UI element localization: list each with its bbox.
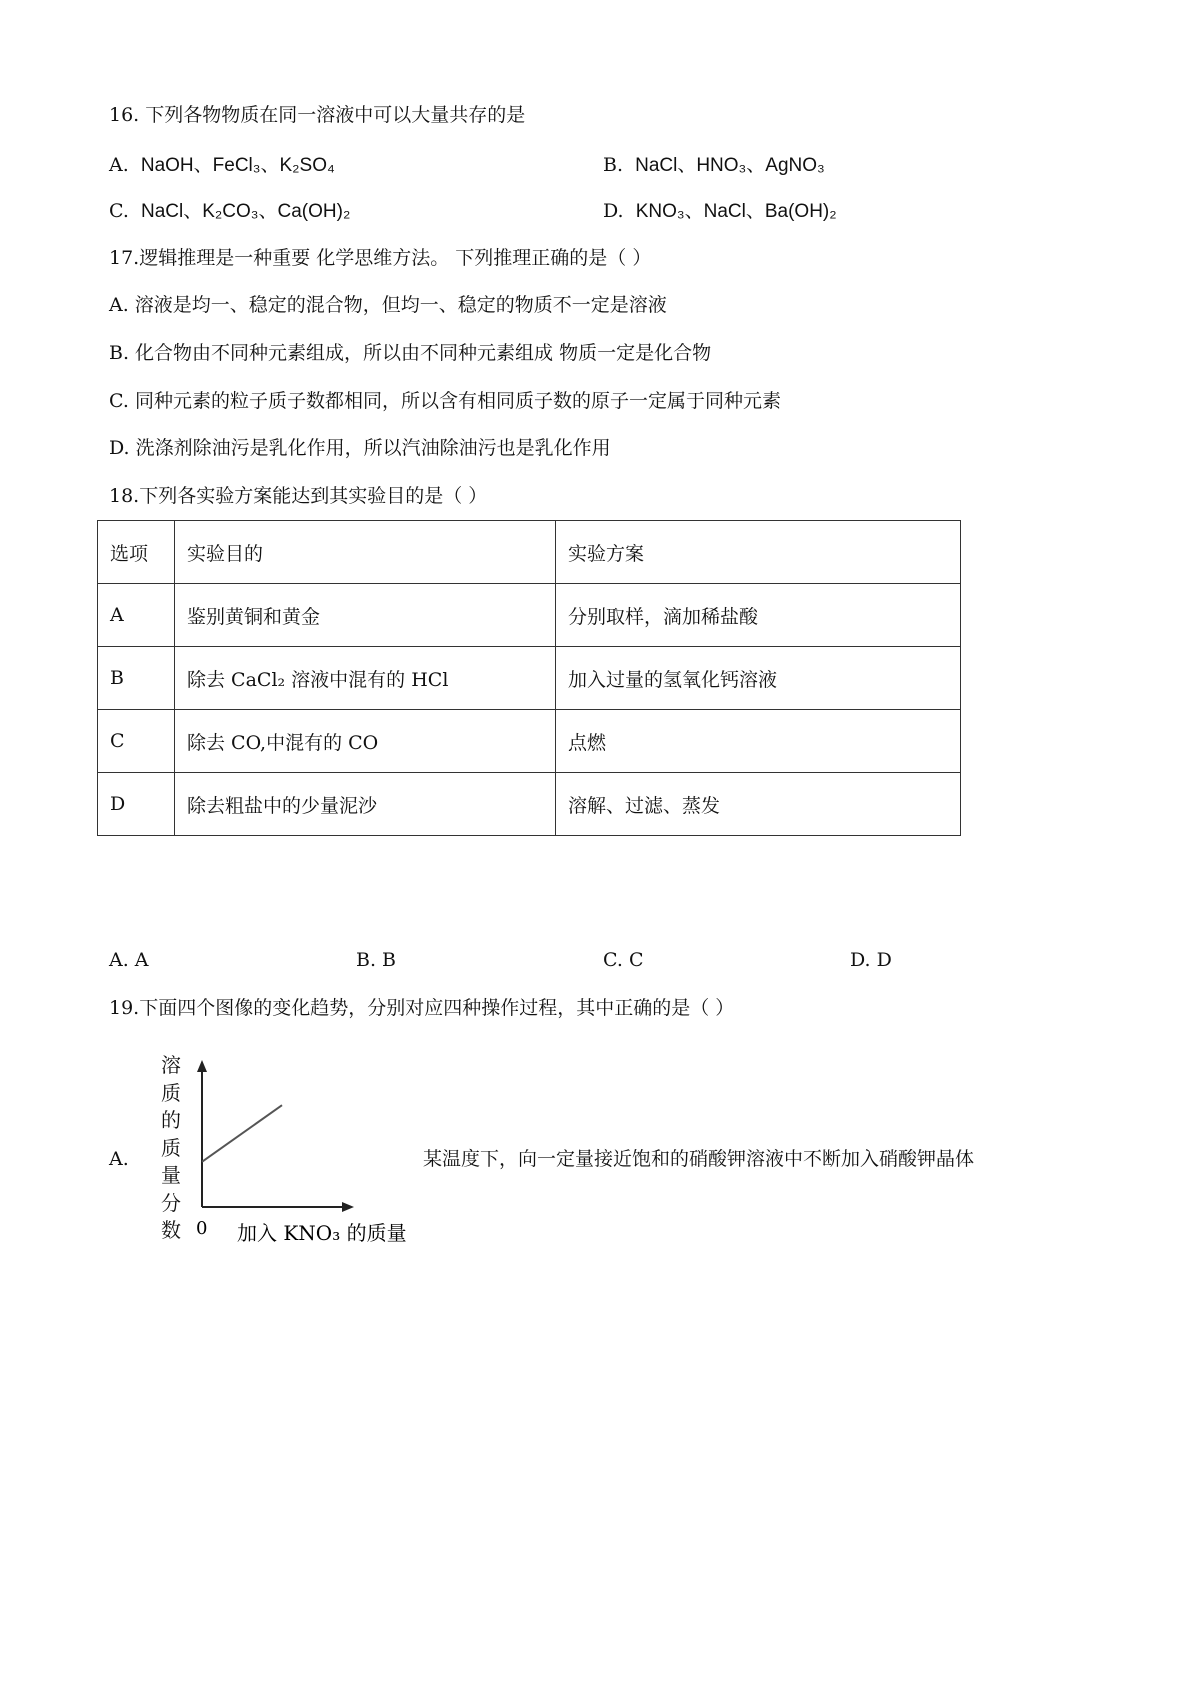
q19-option-a-letter: A. bbox=[109, 1148, 129, 1170]
q16-stem: 16. 下列各物物质在同一溶液中可以大量共存的是 bbox=[109, 104, 526, 126]
header-cell: 选项 bbox=[98, 521, 175, 584]
cell: 鉴别黄铜和黄金 bbox=[175, 584, 556, 647]
q17-option-a: A. 溶液是均一、稳定的混合物，但均一、稳定的物质不一定是溶液 bbox=[109, 294, 667, 316]
y-label-char: 溶 bbox=[161, 1053, 181, 1077]
cell: 分别取样，滴加稀盐酸 bbox=[556, 584, 961, 647]
cell: 除去粗盐中的少量泥沙 bbox=[175, 773, 556, 836]
x-axis-arrow-icon bbox=[342, 1202, 354, 1212]
y-label-char: 量 bbox=[161, 1163, 181, 1187]
y-label-char: 的 bbox=[161, 1108, 181, 1132]
x-axis-label: 加入 KNO₃ 的质量 bbox=[237, 1221, 407, 1245]
cell: 除去 CO,中混有的 CO bbox=[175, 710, 556, 773]
q17-option-b: B. 化合物由不同种元素组成，所以由不同种元素组成 物质一定是化合物 bbox=[109, 342, 712, 364]
cell: 加入过量的氢氧化钙溶液 bbox=[556, 647, 961, 710]
y-axis-arrow-icon bbox=[197, 1060, 207, 1072]
q18-answer-c: C. C bbox=[603, 949, 644, 971]
q18-stem: 18.下列各实验方案能达到其实验目的是（ ） bbox=[109, 485, 488, 507]
q19-option-a-description: 某温度下，向一定量接近饱和的硝酸钾溶液中不断加入硝酸钾晶体 bbox=[423, 1148, 975, 1170]
option-letter: A. bbox=[109, 154, 129, 176]
cell: 点燃 bbox=[556, 710, 961, 773]
q18-answer-b: B. B bbox=[356, 949, 397, 971]
cell: 除去 CaCl₂ 溶液中混有的 HCl bbox=[175, 647, 556, 710]
option-letter: C. bbox=[109, 200, 129, 222]
q17-option-c: C. 同种元素的粒子质子数都相同，所以含有相同质子数的原子一定属于同种元素 bbox=[109, 390, 781, 412]
option-text: NaOH、FeCl₃、K₂SO₄ bbox=[140, 155, 335, 176]
option-letter: D. bbox=[603, 200, 624, 222]
y-label-char: 质 bbox=[161, 1135, 181, 1160]
cell: 溶解、过滤、蒸发 bbox=[556, 773, 961, 836]
cell: D bbox=[98, 773, 175, 836]
header-cell: 实验方案 bbox=[556, 521, 961, 584]
q18-answer-a: A. A bbox=[109, 949, 149, 971]
origin-label: 0 bbox=[196, 1218, 208, 1239]
option-letter: B. bbox=[603, 154, 624, 176]
q18-answer-d: D. D bbox=[850, 949, 892, 971]
cell: B bbox=[98, 647, 175, 710]
option-text: NaCl、HNO₃、AgNO₃ bbox=[635, 155, 825, 176]
cell: A bbox=[98, 584, 175, 647]
series-line-a bbox=[202, 1105, 282, 1162]
option-text: KNO₃、NaCl、Ba(OH)₂ bbox=[635, 201, 837, 222]
cell: C bbox=[98, 710, 175, 773]
q17-stem: 17.逻辑推理是一种重要 化学思维方法。 下列推理正确的是（ ） bbox=[109, 247, 652, 269]
header-cell: 实验目的 bbox=[175, 521, 556, 584]
y-label-char: 质 bbox=[161, 1080, 181, 1105]
q19-stem: 19.下面四个图像的变化趋势，分别对应四种操作过程，其中正确的是（ ） bbox=[109, 997, 735, 1019]
y-label-char: 分 bbox=[161, 1190, 181, 1215]
option-text: NaCl、K₂CO₃、Ca(OH)₂ bbox=[141, 201, 351, 222]
q17-option-d: D. 洗涤剂除油污是乳化作用，所以汽油除油污也是乳化作用 bbox=[109, 437, 611, 459]
y-label-char: 数 bbox=[161, 1218, 181, 1242]
